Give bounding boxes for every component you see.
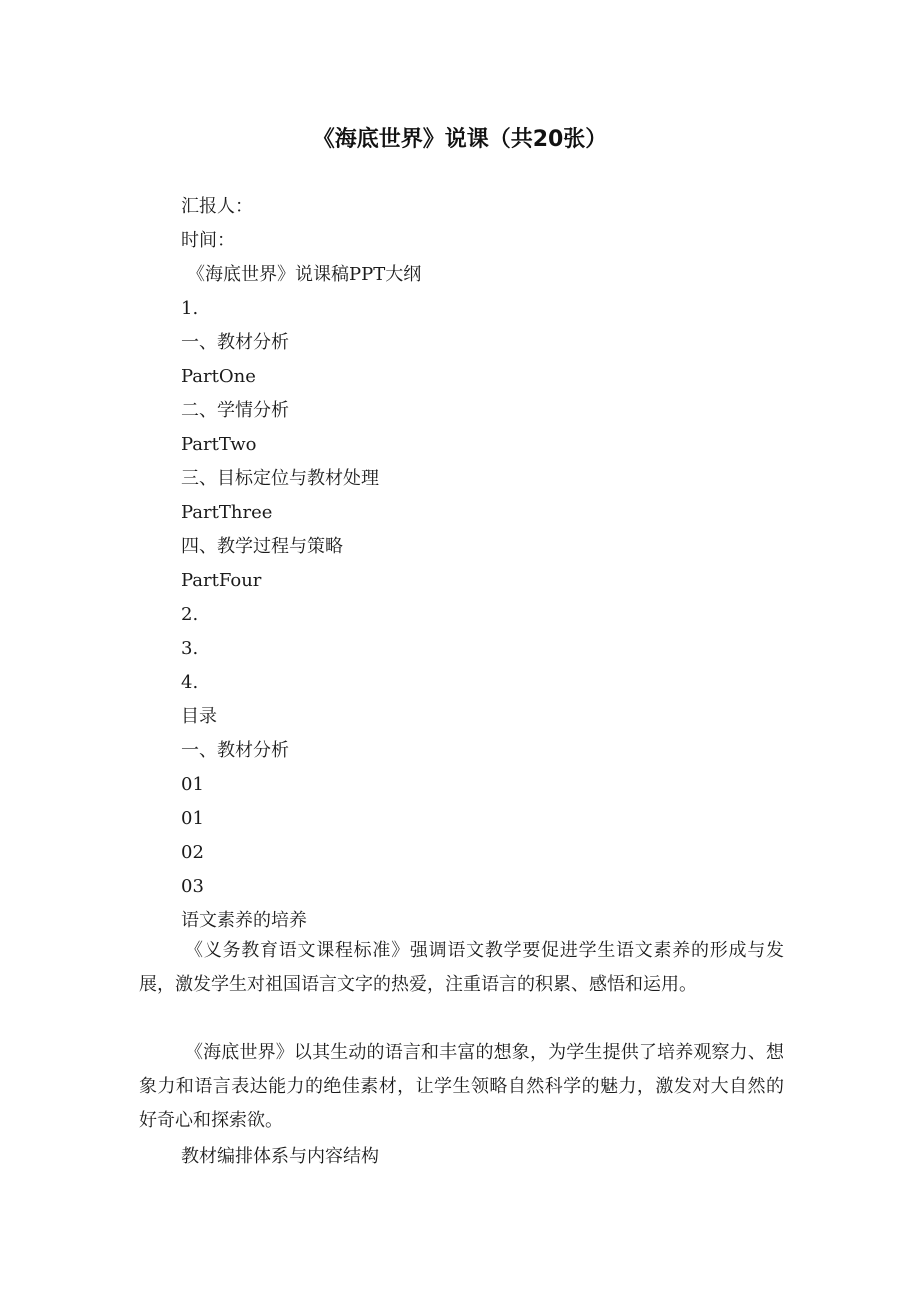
section-heading: 三、目标定位与教材处理 [181,468,379,489]
section-heading: 二、学情分析 [181,400,289,421]
item-number: 02 [181,842,204,863]
item-number: 03 [181,876,204,897]
subsection-heading: 语文素养的培养 [181,910,307,931]
section-heading: 一、教材分析 [181,332,289,353]
item-number: 01 [181,808,204,829]
outline-number: 3. [181,638,199,659]
part-label: PartThree [181,502,273,523]
time-label: 时间： [181,230,235,251]
item-number: 01 [181,774,204,795]
toc-heading: 目录 [181,706,217,727]
subsection-heading: 教材编排体系与内容结构 [181,1146,379,1167]
document-title: 《海底世界》说课（共20张） [312,127,608,152]
section-heading: 一、教材分析 [181,740,289,761]
outline-heading: 《海底世界》说课稿PPT大纲 [187,264,422,285]
part-label: PartTwo [181,434,257,455]
body-paragraph: 《海底世界》以其生动的语言和丰富的想象，为学生提供了培养观察力、想象力和语言表达能力的绝佳素材，让学生领略自然科学的魅力，激发对大自然的好奇心和探索欲。 [139,1042,784,1131]
part-label: PartOne [181,366,256,387]
outline-number: 4. [181,672,199,693]
section-heading: 四、教学过程与策略 [181,536,343,557]
outline-number: 1. [181,298,199,319]
reporter-label: 汇报人： [181,196,253,217]
part-label: PartFour [181,570,262,591]
outline-number: 2. [181,604,199,625]
body-paragraph: 《义务教育语文课程标准》强调语文教学要促进学生语文素养的形成与发展，激发学生对祖国语言文字的热爱，注重语言的积累、感悟和运用。 [139,940,784,995]
